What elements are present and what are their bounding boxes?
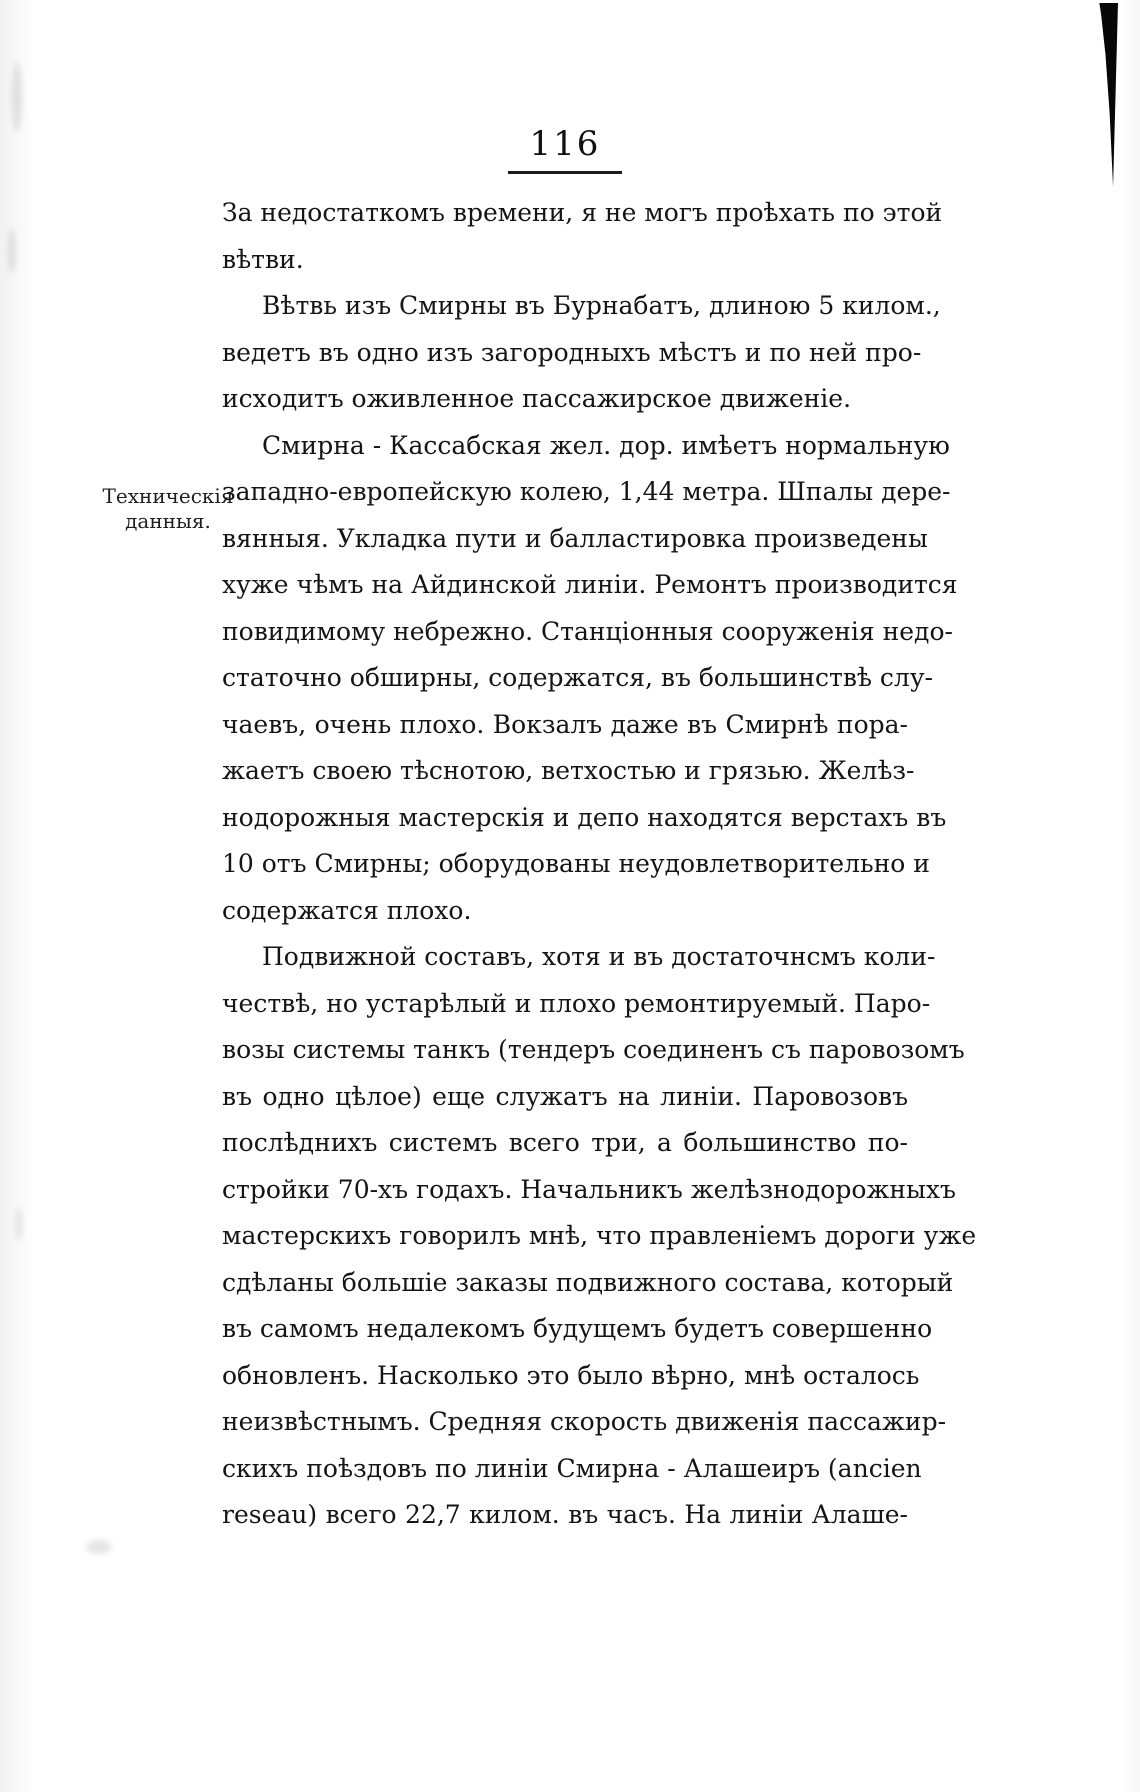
binding-wedge-artifact — [1099, 3, 1118, 187]
margin-note — [93, 484, 243, 534]
text-line: западно-европейскую колею, 1,44 метра. Шпалы дере- — [222, 477, 951, 506]
text-line: сдѣланы большіе заказы подвижного состава, который — [222, 1267, 954, 1297]
text-line: За недостаткомъ времени, я не могъ проѣхать по этой — [222, 198, 943, 227]
text-line: скихъ поѣздовъ по линіи Смирна - Алашеиръ (ancien — [222, 1453, 922, 1483]
text-line: Вѣтвь изъ Смирны въ Бурнабатъ, длиною 5 килом., — [262, 291, 941, 320]
margin-note-line-1: Техническія — [102, 484, 234, 508]
text-line: статочно обширны, содержатся, въ большинствѣ слу- — [222, 663, 933, 692]
margin-note-line-2: данныя. — [125, 509, 211, 533]
text-line: Смирна - Кассабская жел. дор. имѣетъ нормальную — [262, 430, 950, 460]
text-line: reseau) всего 22,7 килом. въ часъ. На линіи Алаше- — [222, 1500, 908, 1529]
page-left-edge-shadow — [0, 0, 34, 1792]
text-line: 10 отъ Смирны; оборудованы неудовлетворительно и — [222, 849, 930, 878]
text-line: вѣтви. — [222, 244, 304, 274]
text-line: исходитъ оживленное пассажирское движеніе. — [222, 384, 852, 413]
text-line: стройки 70-хъ годахъ. Начальникъ желѣзнодорожныхъ — [222, 1174, 956, 1204]
scan-smudge — [86, 1540, 112, 1554]
text-line: чаевъ, очень плохо. Вокзалъ даже въ Смирнѣ пора- — [222, 709, 908, 739]
text-line: мастерскихъ говорилъ мнѣ, что правленіемъ дороги уже — [222, 1221, 977, 1250]
text-line: послѣднихъ системъ всего три, а большинство по- — [222, 1128, 908, 1157]
text-line: неизвѣстнымъ. Средняя скорость движенія пассажир- — [222, 1407, 947, 1436]
text-line: вянныя. Укладка пути и балластировка произведены — [222, 523, 928, 553]
text-line: содержатся плохо. — [222, 895, 472, 925]
text-line: чествѣ, но устарѣлый и плохо ремонтируемый. Паро- — [222, 988, 931, 1018]
text-line: обновленъ. Насколько это было вѣрно, мнѣ осталось — [222, 1360, 920, 1390]
text-line: Подвижной составъ, хотя и въ достаточнсмъ коли- — [262, 942, 936, 971]
text-line: возы системы танкъ (тендеръ соединенъ съ паровозомъ — [222, 1035, 965, 1064]
text-line: хуже чѣмъ на Айдинской линіи. Ремонтъ производится — [222, 570, 958, 599]
text-line: жаетъ своею тѣснотою, ветхостью и грязью. Желѣз- — [222, 756, 915, 785]
text-line: въ одно цѣлое) еще служатъ на линіи. Паровозовъ — [222, 1081, 908, 1111]
page-number-rule — [508, 171, 622, 174]
scan-smudge — [8, 228, 16, 274]
text-line: нодорожныя мастерскія и депо находятся верстахъ въ — [222, 802, 947, 832]
scan-smudge — [12, 62, 22, 132]
page-number: 116 — [529, 124, 601, 164]
scan-smudge — [16, 1208, 22, 1240]
body-text — [222, 190, 977, 1539]
text-line: ведетъ въ одно изъ загородныхъ мѣстъ и по ней про- — [222, 337, 922, 367]
text-line: повидимому небрежно. Станціонныя сооруженія недо- — [222, 616, 953, 646]
page-right-edge-shadow — [1122, 0, 1140, 1792]
text-line: въ самомъ недалекомъ будущемъ будетъ совершенно — [222, 1314, 933, 1343]
